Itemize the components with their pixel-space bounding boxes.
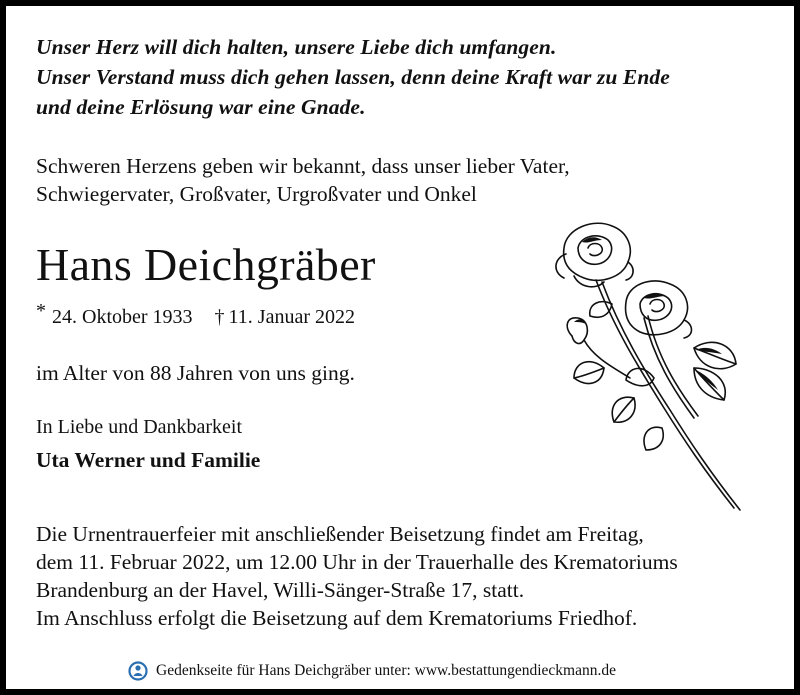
mourners-names: Uta Werner und Familie: [36, 448, 261, 472]
deceased-name: Hans Deichgräber: [36, 239, 376, 290]
memorial-verse: [36, 32, 670, 122]
birth-date: 24. Oktober 1933: [52, 306, 193, 328]
service-line: Die Urnentrauerfeier mit anschließender Beisetzung findet am Freitag,: [36, 522, 644, 546]
age-line: im Alter von 88 Jahren von uns ging.: [36, 361, 355, 385]
life-dates: [36, 298, 355, 330]
footer-text: Gedenkseite für Hans Deichgräber unter: www.bestattungendieckmann.de: [156, 662, 616, 679]
mourners-intro: In Liebe und Dankbarkeit: [36, 416, 243, 438]
announcement-line: Schwiegervater, Großvater, Urgroßvater und Onkel: [36, 182, 477, 206]
verse-line: Unser Verstand muss dich gehen lassen, denn deine Kraft war zu Ende: [36, 65, 670, 89]
verse-line: Unser Herz will dich halten, unsere Liebe dich umfangen.: [36, 35, 557, 59]
service-line: Im Anschluss erfolgt die Beisetzung auf dem Krematoriums Friedhof.: [36, 606, 638, 630]
roses-illustration: [544, 218, 754, 518]
service-line: dem 11. Februar 2022, um 12.00 Uhr in der Trauerhalle des Krematoriums: [36, 550, 678, 574]
verse-line: und deine Erlösung war eine Gnade.: [36, 95, 366, 119]
announcement-line: Schweren Herzens geben wir bekannt, dass unser lieber Vater,: [36, 154, 570, 178]
birth-symbol: *: [36, 300, 46, 322]
death-symbol: †: [214, 306, 225, 328]
service-details: [36, 520, 678, 632]
memorial-logo-icon: [128, 661, 148, 681]
announcement-text: [36, 152, 570, 208]
service-line: Brandenburg an der Havel, Willi-Sänger-Straße 17, statt.: [36, 578, 525, 602]
death-date: 11. Januar 2022: [228, 306, 356, 328]
footer-link[interactable]: [128, 661, 616, 681]
